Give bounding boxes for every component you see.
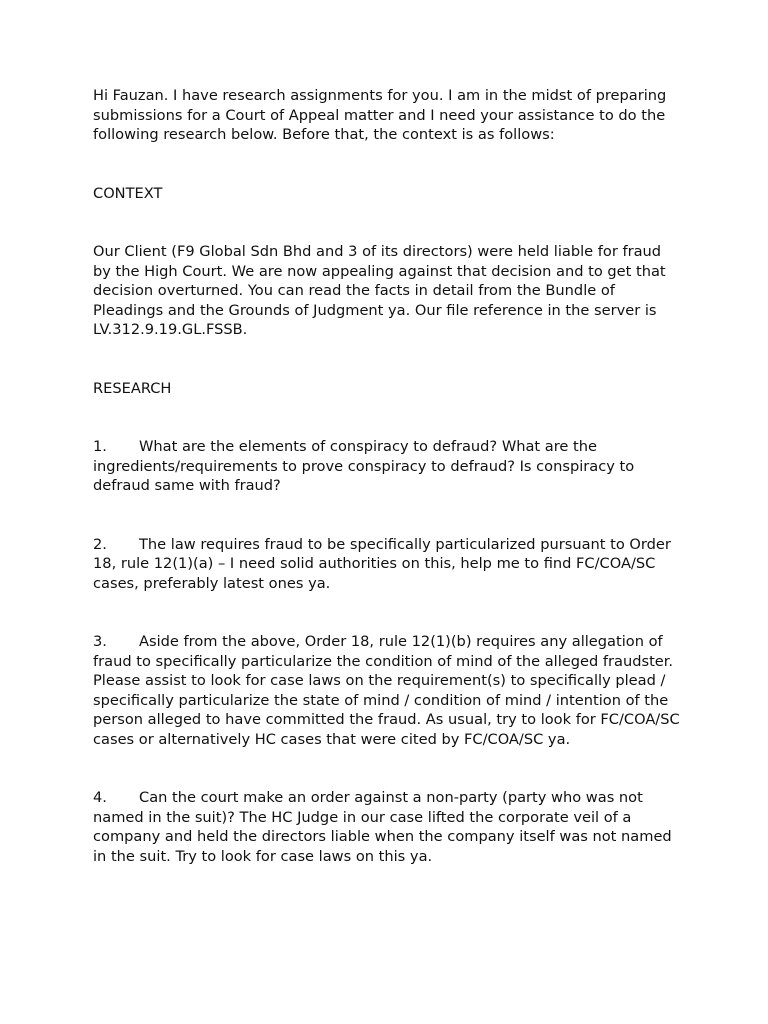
research-item-2 — [93, 535, 683, 594]
research-item-1 — [93, 437, 683, 496]
spacer — [93, 145, 683, 184]
context-heading: CONTEXT — [93, 184, 163, 202]
item-number: 2. — [93, 535, 107, 553]
spacer — [93, 398, 683, 437]
item-number: 3. — [93, 633, 107, 650]
spacer — [93, 749, 683, 788]
spacer — [93, 203, 683, 242]
research-heading: RESEARCH — [93, 379, 172, 397]
item-number: 1. — [93, 438, 107, 455]
context-paragraph: Our Client (F9 Global Sdn Bhd and 3 of its directors) were held liable for fraud by the High Court. We are now appealing against that decision and to get that decision overturned. You can read the facts in detail from the Bundle of Pleadings and the Grounds of Judgment ya. Our file reference in the server is LV.312.9.19.GL.FSSB. — [93, 243, 666, 338]
spacer — [93, 593, 683, 632]
research-item-3 — [93, 632, 683, 749]
research-item-4 — [93, 788, 683, 866]
item-text: The law requires fraud to be specifically particularized pursuant to Order 18, rule 12(1)(a) – I need solid authorities on this, help me to find FC/COA/SC cases, preferably latest ones ya. — [93, 535, 671, 592]
intro-paragraph: Hi Fauzan. I have research assignments for you. I am in the midst of preparing submissions for a Court of Appeal matter and I need your assistance to do the following research below. Before that, the context is as follows: — [93, 87, 667, 143]
item-text: Aside from the above, Order 18, rule 12(1)(b) requires any allegation of fraud to specifically particularize the condition of mind of the alleged fraudster. Please assist to look for case laws on the requirement(s) to specifically plead / specifically particularize the state of mind / condition of mind / intention of the person alleged to have committed the fraud. As usual, try to look for FC/COA/SC cases or alternatively HC cases that were cited by FC/COA/SC ya. — [93, 633, 680, 748]
spacer — [93, 340, 683, 379]
item-number: 4. — [93, 789, 107, 806]
spacer — [93, 496, 683, 535]
document-page — [93, 86, 683, 866]
item-text: What are the elements of conspiracy to defraud? What are the ingredients/requirements to prove conspiracy to defraud? Is conspiracy to defraud same with fraud? — [93, 438, 635, 494]
item-text: Can the court make an order against a non-party (party who was not named in the suit)? The HC Judge in our case lifted the corporate veil of a company and held the directors liable when the company itself was not named in the suit. Try to look for case laws on this ya. — [93, 789, 672, 865]
